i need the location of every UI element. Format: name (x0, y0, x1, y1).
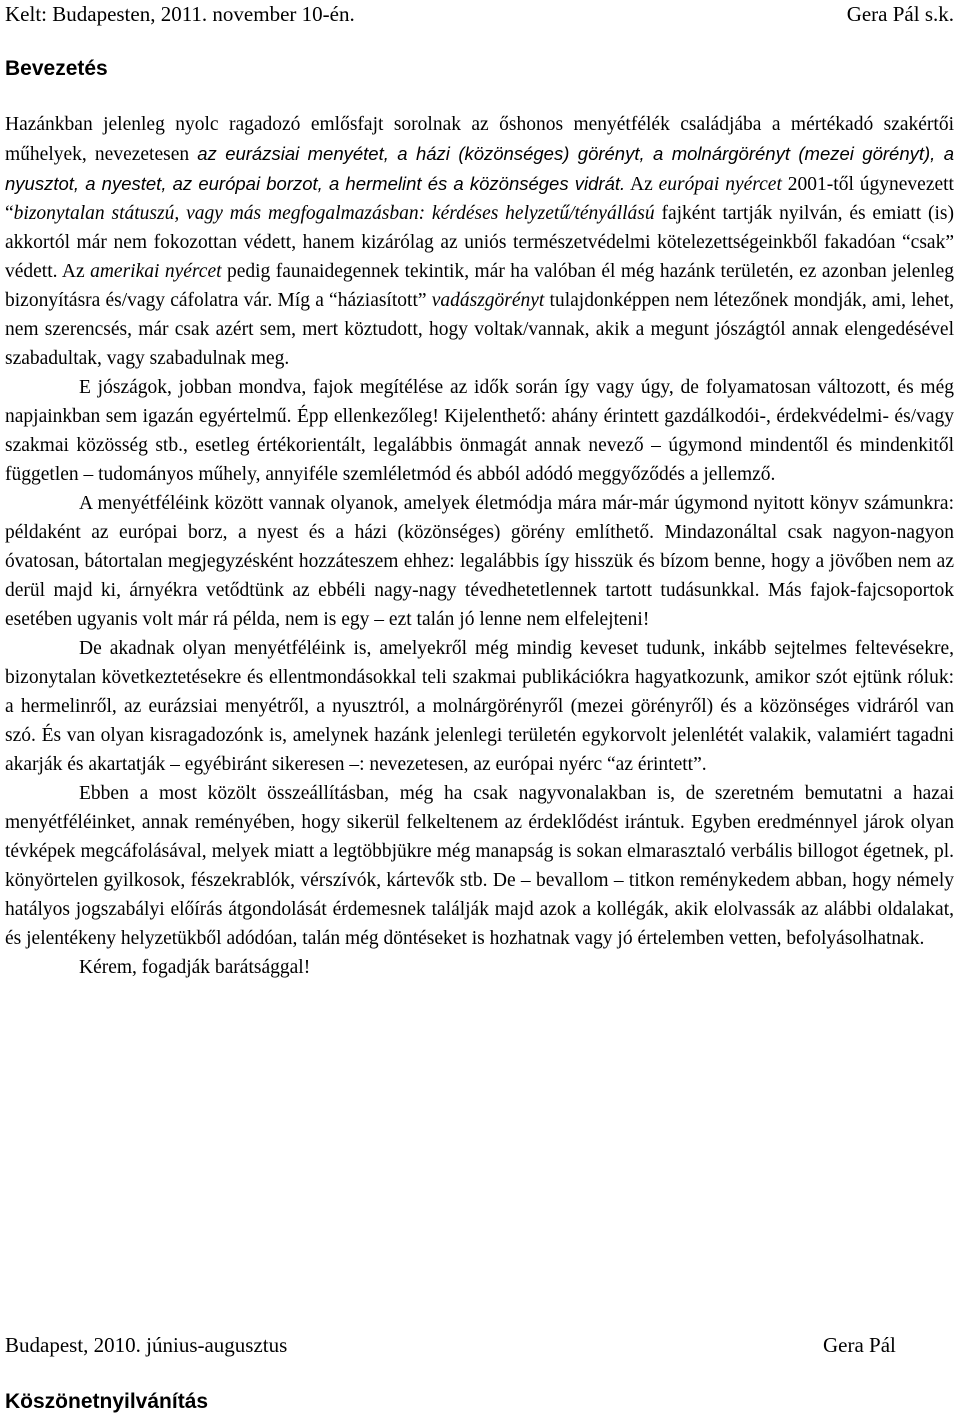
p1-status: bizonytalan státuszú, vagy más megfogalmazásban: kérdéses helyzetű/tényállású (13, 203, 655, 224)
p1-ferret: vadászgörényt (431, 290, 545, 311)
paragraph-5: Ebben a most közölt összeállításban, még ha csak nagyvonalakban is, de szeretném bemutatni a hazai menyétféléinket, annak reményében, hogy sikerül felkeltenem az érdeklődést irántuk. Egyben eredménnyel járok olyan tévképek megcáfolásával, melyek miatt a legtöbbjükre még manapság is sokan elmarasztaló verbális billogot égetnek, pl. könyörtelen gyilkosok, fészekrablók, vérszívók, kártevők stb. De – bevallom – titkon reménykedem abban, hogy némely hatályos jogszabályi előírás átgondolását érdemesnek találják majd azok a kollégák, akik elolvassák az alábbi oldalakat, és jelentékeny helyzetükből adódóan, talán még döntéseket is hozhatnak vagy jó értelemben vetten, befolyásolhatnak. (5, 783, 954, 949)
introduction-body (5, 110, 954, 982)
paragraph-2: E jószágok, jobban mondva, fajok megítélése az idők során így vagy úgy, de folyamatosan változott, és még napjainkban sem igazán egyértelmű. Épp ellenkezőleg! Kijelenthető: ahány érintett gazdálkodói-, érdekvédelmi- és/vagy szakmai közösség stb., esetleg értékorientált, legalábbis önmagát annak nevező – úgymond mindentől és mindenkitől független – tudományos műhely, annyiféle szemléletmód és abból adódó meggyőződés a jellemző. (5, 377, 954, 485)
section-title-acknowledgements: Köszönetnyilvánítás (5, 1390, 209, 1413)
paragraph-3: A menyétféléink között vannak olyanok, amelyek életmódja mára már-már úgymond nyitott könyv számunkra: példaként az európai borz, a nyest és a házi (közönséges) görény említhető. Mindazonáltal csak nagyon-nagyon óvatosan, bátortalan megjegyzésként hozzáteszem ehhez: legalábbis így hisszük és bízom benne, hogy a jövőben nem az derül majd ki, árnyékra vetődtünk az ebbéli nagy-nagy tévedhetetlennek tartott tudásunkkal. Más fajok-fajcsoportok esetében ugyanis volt már rá példa, nem is egy – ezt talán jó lenne nem elfelejteni! (5, 493, 954, 630)
paragraph-1 (5, 110, 954, 373)
paragraph-6: Kérem, fogadják barátsággal! (79, 957, 311, 978)
p1-american-mink: amerikai nyércet (90, 261, 222, 282)
p1-text-g: fajként tartják nyilván, és emiatt (is) akkortól már nem fokozottan védett, hanem kizárólag az uniós természetvédelmi kötelezettségeinkből fakadóan “csak” védett. Az (5, 203, 954, 282)
place-date: Budapest, 2010. június-augusztus (5, 1333, 288, 1357)
p1-species-list: az eurázsiai menyétet, a házi (közönséges) görényt, a molnárgörényt (mezei görényt), a nyusztot, a nyestet, az európai borzot, a hermelint és a közönséges vidrát. (5, 143, 954, 194)
dateline: Kelt: Budapesten, 2011. november 10-én. (5, 2, 355, 26)
paragraph-4: De akadnak olyan menyétféléink is, amelyekről még mindig keveset tudunk, inkább sejtelmes feltevésekre, bizonytalan következtetésekre és ellentmondásokkal teli szakmai publikációkra hagyatkozunk, amikor szót ejtünk róluk: a hermelinről, az eurázsiai menyétről, a nyusztról, a molnárgörényről (mezei görényről) és a közönséges vidráról van szó. És van olyan kisragadozónk is, amelynek hazánk jelenlegi területén egykorvolt jelenlétét valakik, valamiért tagadni akarják és akartatják – egyébiránt sikeresen –: nevezetesen, az európai nyérc “az érintett”. (5, 638, 954, 775)
p1-european-mink: európai nyércet (658, 174, 782, 195)
p1-text-i: pedig faunaidegennek tekintik, már ha valóban él még hazánk területén, ez azonban jelenleg bizonyításra és/vagy cáfolatra vár. Míg a “háziasított” (5, 261, 954, 311)
author-signature: Gera Pál s.k. (846, 2, 954, 26)
document-header (5, 0, 954, 28)
p1-text-k: tulajdonképpen nem létezőnek mondják, ami, lehet, nem szerencsés, már csak azért sem, mert köztudott, hogy voltak/vannak, akik a megunt jószágtól annak elengedésével szabadultak, vagy szabadulnak meg. (5, 290, 954, 369)
p1-text-c: Az (625, 174, 659, 195)
p1-text-a: Hazánkban jelenleg nyolc ragadozó emlősfajt sorolnak az őshonos menyétfélék családjába a mértékadó szakértői műhelyek, nevezetesen (5, 114, 954, 165)
p1-text-e: 2001-től úgynevezett “ (5, 174, 954, 224)
section-title-introduction: Bevezetés (5, 57, 108, 80)
signature-name: Gera Pál (823, 1333, 896, 1357)
signature-row (5, 1330, 954, 1360)
